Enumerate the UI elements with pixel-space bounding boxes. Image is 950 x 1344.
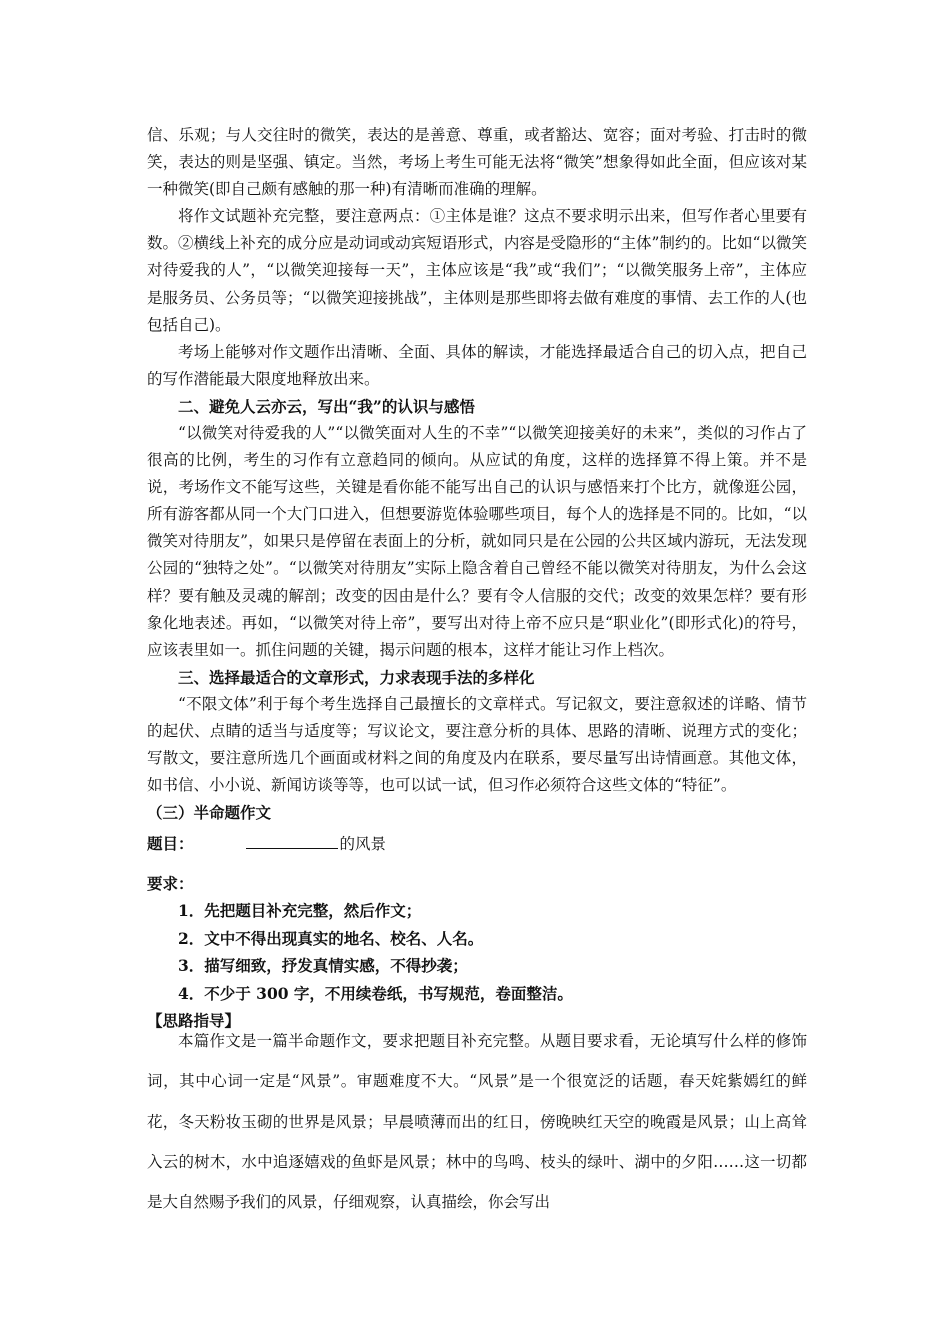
paragraph-complete-title: 将作文试题补充完整，要注意两点：①主体是谁？这点不要求明示出来，但写作者心里要有数。②横线上补充的成分应是动词或动宾短语形式，内容是受隐形的“主体”制约的。比如“以微笑对待爱我的人”，“以微笑迎接每一天”，主体应该是“我”或“我们”；“以微笑服务上帝”，主体应是服务员、公务员等；“以微笑迎接挑战”，主体则是那些即将去做有难度的事情、去工作的人(也包括自己)。 (147, 207, 807, 334)
heading-section-two: 二、避免人云亦云，写出“我”的认识与感悟 (178, 396, 475, 416)
requirement-item: 1．先把题目补充完整，然后作文； (178, 901, 422, 920)
requirements-block (147, 870, 807, 1034)
guide-text-block (147, 1021, 807, 1222)
paragraph-own-insight: “以微笑对待爱我的人”“以微笑面对人生的不幸”“以微笑迎接美好的未来”，类似的习作占了很高的比例，考生的习作有立意趋同的倾向。从应试的角度，这样的选择算不得上策。并不是说，考场作文不能写这些，关键是看你能不能写出自己的认识与感悟来打个比方，就像逛公园，所有游客都从同一个大门口进入，但想要游览体验哪些项目，每个人的选择是不同的。比如，“以微笑对待朋友”，如果只是停留在表面上的分析，就如同只是在公园的公共区域内游玩，无法发现公园的“独特之处”。“以微笑对待朋友”实际上隐含着自己曾经不能以微笑对待朋友，为什么会这样？要有触及灵魂的解剖；改变的因由是什么？要有令人信服的交代；改变的效果怎样？要有形象化地表述。再如，“以微笑对待上帝”，要写出对待上帝不应只是“职业化”(即形式化)的符号，应该表里如一。抓住问题的关键，揭示问题的根本，这样才能让习作上档次。 (147, 423, 807, 659)
body-text-block (147, 122, 807, 826)
title-blank-line (246, 833, 338, 849)
paragraph-article-form: “不限文体”利于每个考生选择自己最擅长的文章样式。写记叙文，要注意叙述的详略、情节的起伏、点睛的适当与适度等；写议论文，要注意分析的具体、思路的清晰、说理方式的变化；写散文，要注意所选几个画面或材料之间的角度及内在联系，要尽量写出诗情画意。其他文体，如书信、小小说、新闻访谈等等，也可以试一试，但习作必须符合这些文体的“特征”。 (147, 694, 807, 795)
requirement-item: 3．描写细致，抒发真情实感，不得抄袭； (178, 956, 468, 976)
requirement-item: 2．文中不得出现真实的地名、校名、人名。 (178, 928, 484, 948)
paragraph-smile-meanings: 信、乐观；与人交往时的微笑，表达的是善意、尊重，或者豁达、宽容；面对考验、打击时的微笑，表达的则是坚强、镇定。当然，考场上考生可能无法将“微笑”想象得如此全面，但应该对某一种微笑(即自己颇有感触的那一种)有清晰而准确的理解。 (147, 126, 807, 199)
heading-section-three: 三、选择最适合的文章形式，力求表现手法的多样化 (178, 667, 535, 687)
paragraph-guide: 本篇作文是一篇半命题作文，要求把题目补充完整。从题目要求看，无论填写什么样的修饰词，其中心词一定是“风景”。审题难度不大。“风景”是一个很宽泛的话题，春天姹紫嫣红的鲜花，冬天粉妆玉砌的世界是风景；早晨喷薄而出的红日，傍晚映红天空的晚霞是风景；山上高耸入云的树木，水中追逐嬉戏的鱼虾是风景；林中的鸟鸣、枝头的绿叶、湖中的夕阳……这一切都是大自然赐予我们的风景，仔细观察，认真描绘，你会写出 (147, 1032, 807, 1212)
title-line (147, 830, 807, 858)
guide-heading: 【思路指导】 (147, 1011, 241, 1031)
requirements-label: 要求： (147, 874, 194, 893)
paragraph-interpretation: 考场上能够对作文题作出清晰、全面、具体的解读，才能选择最适合自己的切入点，把自己的写作潜能最大限度地释放出来。 (147, 342, 807, 388)
title-suffix: 的风景 (339, 835, 387, 853)
title-label: 题目： (147, 834, 194, 853)
requirement-item: 4．不少于 300 字，不用续卷纸，书写规范，卷面整洁。 (178, 983, 573, 1003)
section-heading-half-title: （三）半命题作文 (147, 803, 272, 823)
